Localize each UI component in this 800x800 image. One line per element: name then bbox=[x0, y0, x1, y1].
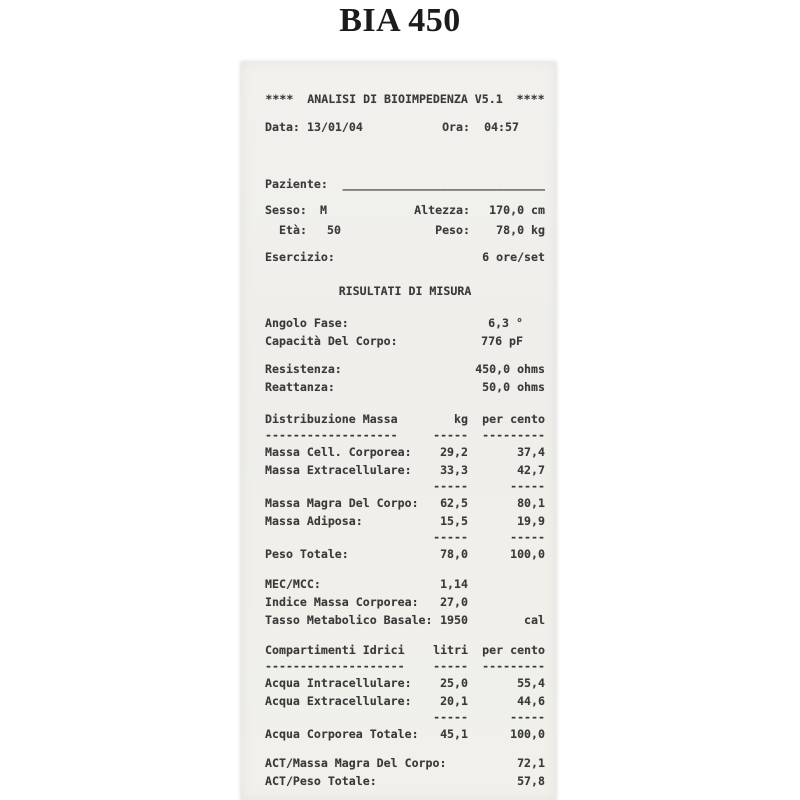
water-table-header bbox=[265, 641, 545, 659]
act-weight-label: ACT/Peso Totale: bbox=[265, 774, 377, 788]
capacitance-label: Capacità Del Corpo: bbox=[265, 334, 398, 348]
row-pct: 80,1 bbox=[517, 496, 545, 510]
sex-label: Sesso: bbox=[265, 203, 307, 217]
exercise-value: 6 ore/set bbox=[482, 250, 545, 264]
patient-row bbox=[265, 175, 545, 193]
row-pct: 19,9 bbox=[517, 514, 545, 528]
row-label: Massa Magra Del Corpo: bbox=[265, 496, 419, 510]
rule-dashes: -------------------- bbox=[265, 659, 405, 673]
mass-col2-header: per cento bbox=[482, 412, 545, 426]
water-table-rule bbox=[265, 659, 545, 674]
spacer bbox=[468, 593, 545, 611]
rule-dashes: ----- bbox=[433, 710, 468, 724]
exercise-row bbox=[265, 248, 545, 266]
resistance-row bbox=[265, 360, 545, 378]
banner-text: **** ANALISI DI BIOIMPEDENZA V5.1 **** bbox=[265, 92, 545, 106]
bmr-row bbox=[265, 611, 545, 629]
sex-height-row bbox=[265, 201, 545, 219]
reactance-row bbox=[265, 378, 545, 396]
table-row-extracellular-water bbox=[265, 692, 545, 710]
patient-label: Paziente: bbox=[265, 177, 328, 191]
bmr-unit: cal bbox=[524, 613, 545, 627]
row-pct: 55,4 bbox=[517, 676, 545, 690]
row-label: Acqua Extracellulare: bbox=[265, 694, 412, 708]
resistance-label: Resistenza: bbox=[265, 362, 342, 376]
spacer bbox=[327, 201, 414, 219]
results-title-line bbox=[265, 282, 545, 300]
act-ffm-row bbox=[265, 754, 545, 772]
act-weight-value: 57,8 bbox=[517, 774, 545, 788]
time-label: Ora: bbox=[442, 120, 470, 134]
sex-value: M bbox=[320, 203, 327, 217]
spacer bbox=[265, 710, 432, 725]
mec-mcc-value: 1,14 bbox=[440, 577, 468, 591]
bmr-value: 1950 bbox=[440, 613, 468, 627]
row-label: Acqua Corporea Totale: bbox=[265, 727, 419, 741]
row-label: Peso Totale: bbox=[265, 547, 349, 561]
capacitance-row bbox=[265, 332, 545, 350]
mec-mcc-row bbox=[265, 575, 545, 593]
table-row-intracellular-water bbox=[265, 674, 545, 692]
table-row-total-weight bbox=[265, 545, 545, 563]
act-ffm-value: 72,1 bbox=[517, 756, 545, 770]
row-pct: 37,4 bbox=[517, 445, 545, 459]
table-row-lean-mass bbox=[265, 494, 545, 512]
act-ffm-label: ACT/Massa Magra Del Corpo: bbox=[265, 756, 447, 770]
mec-mcc-label: MEC/MCC: bbox=[265, 577, 321, 591]
time-value: 04:57 bbox=[484, 120, 519, 134]
age-label: Età: bbox=[279, 223, 307, 237]
age-value: 50 bbox=[327, 223, 341, 237]
water-col2-header: per cento bbox=[482, 643, 545, 657]
weight-label: Peso: bbox=[435, 223, 470, 237]
rule-dashes: ----- bbox=[433, 428, 468, 442]
results-title: RISULTATI DI MISURA bbox=[338, 284, 472, 298]
weight-value: 78,0 kg bbox=[496, 223, 545, 237]
receipt-text bbox=[265, 90, 545, 790]
water-col1-header: litri bbox=[433, 643, 468, 657]
patient-blank-field: _____________________________ bbox=[342, 177, 545, 191]
banner-line bbox=[265, 90, 545, 108]
table-row-total-body-water bbox=[265, 725, 545, 743]
spacer bbox=[363, 118, 442, 136]
date-value: 13/01/04 bbox=[307, 120, 363, 134]
bmi-row bbox=[265, 593, 545, 611]
rule-dashes: ----- bbox=[510, 530, 545, 544]
rule-dashes: ------------------- bbox=[265, 428, 398, 442]
rule-dashes: ----- bbox=[433, 659, 468, 673]
table-row-extracellular-mass bbox=[265, 461, 545, 479]
row-kg: 15,5 bbox=[440, 514, 468, 528]
row-pct: 44,6 bbox=[517, 694, 545, 708]
bmi-label: Indice Massa Corporea: bbox=[265, 595, 419, 609]
capacitance-value: 776 pF bbox=[481, 334, 523, 348]
height-label: Altezza: bbox=[414, 203, 470, 217]
mass-total-rule bbox=[265, 530, 545, 545]
resistance-value: 450,0 ohms bbox=[475, 362, 545, 376]
spacer bbox=[341, 221, 435, 239]
receipt-paper bbox=[241, 62, 556, 800]
page-title: BIA 450 bbox=[339, 2, 461, 39]
mass-col1-header: kg bbox=[454, 412, 468, 426]
row-pct: 42,7 bbox=[517, 463, 545, 477]
phase-angle-row bbox=[265, 314, 545, 332]
phase-angle-value: 6,3 ° bbox=[488, 316, 523, 330]
row-kg: 62,5 bbox=[440, 496, 468, 510]
rule-dashes: --------- bbox=[482, 428, 545, 442]
row-label: Massa Extracellulare: bbox=[265, 463, 412, 477]
rule-dashes: ----- bbox=[433, 530, 468, 544]
height-value: 170,0 cm bbox=[489, 203, 545, 217]
mass-subtotal-rule bbox=[265, 479, 545, 494]
reactance-value: 50,0 ohms bbox=[482, 380, 545, 394]
row-litri: 20,1 bbox=[440, 694, 468, 708]
row-kg: 78,0 bbox=[440, 547, 468, 561]
rule-dashes: --------- bbox=[482, 659, 545, 673]
exercise-label: Esercizio: bbox=[265, 250, 335, 264]
spacer bbox=[468, 575, 545, 593]
water-total-rule bbox=[265, 710, 545, 725]
row-litri: 45,1 bbox=[440, 727, 468, 741]
rule-dashes: ----- bbox=[433, 479, 468, 493]
spacer bbox=[265, 479, 432, 494]
row-label: Acqua Intracellulare: bbox=[265, 676, 412, 690]
table-row-fat-mass bbox=[265, 512, 545, 530]
row-pct: 100,0 bbox=[510, 727, 545, 741]
mass-table-rule bbox=[265, 428, 545, 443]
row-kg: 29,2 bbox=[440, 445, 468, 459]
row-label: Massa Adiposa: bbox=[265, 514, 363, 528]
row-litri: 25,0 bbox=[440, 676, 468, 690]
row-kg: 33,3 bbox=[440, 463, 468, 477]
rule-dashes: ----- bbox=[510, 479, 545, 493]
table-row-cell-mass bbox=[265, 443, 545, 461]
reactance-label: Reattanza: bbox=[265, 380, 335, 394]
row-pct: 100,0 bbox=[510, 547, 545, 561]
bmi-value: 27,0 bbox=[440, 595, 468, 609]
phase-angle-label: Angolo Fase: bbox=[265, 316, 349, 330]
mass-table-header bbox=[265, 410, 545, 428]
act-weight-row bbox=[265, 772, 545, 790]
age-weight-row bbox=[265, 221, 545, 239]
rule-dashes: ----- bbox=[510, 710, 545, 724]
row-label: Massa Cell. Corporea: bbox=[265, 445, 412, 459]
mass-table-title: Distribuzione Massa bbox=[265, 412, 398, 426]
date-time-row bbox=[265, 118, 545, 136]
date-label: Data: bbox=[265, 120, 300, 134]
spacer bbox=[265, 530, 432, 545]
bmr-label: Tasso Metabolico Basale: bbox=[265, 613, 433, 627]
water-table-title: Compartimenti Idrici bbox=[265, 643, 405, 657]
